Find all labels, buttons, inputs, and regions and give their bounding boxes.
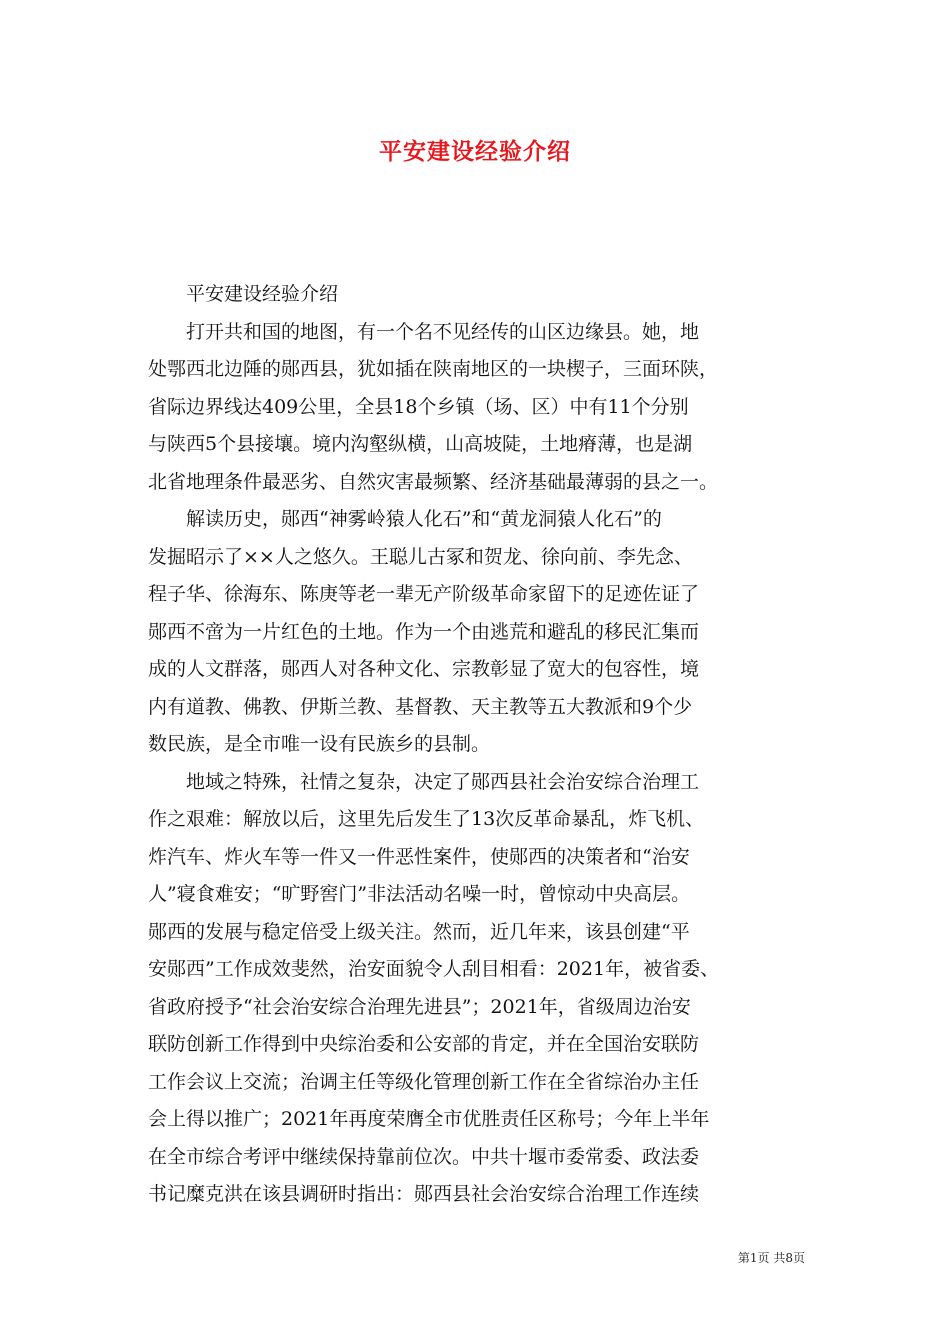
body-line: 炸汽车、炸火车等一件又一件恶性案件，使郧西的决策者和“治安 — [148, 845, 690, 868]
body-line: 工作会议上交流；治调主任等级化管理创新工作在全省综治办主任 — [148, 1070, 700, 1093]
body-line: 处鄂西北边陲的郧西县，犹如插在陕南地区的一块楔子，三面环陕， — [148, 358, 719, 380]
body-line: 郧西的发展与稳定倍受上级关注。然而，近几年来，该县创建“平 — [148, 920, 690, 943]
page-number: 第1页 共8页 — [737, 1251, 805, 1265]
body-line: 数民族，是全市唯一设有民族乡的县制。 — [148, 733, 491, 755]
body-line: 会上得以推广；2021年再度荣膺全市优胜责任区称号；今年上半年 — [148, 1108, 710, 1130]
body-line: 省际边界线达409公里，全县18个乡镇（场、区）中有11个分别 — [148, 395, 689, 418]
body-line: 郧西不啻为一片红色的土地。作为一个由逃荒和避乱的移民汇集而 — [148, 620, 700, 643]
body-line: 解读历史，郧西“神雾岭猿人化石”和“黄龙洞猿人化石”的 — [148, 508, 662, 530]
body-line: 在全市综合考评中继续保持靠前位次。中共十堰市委常委、政法委 — [148, 1145, 700, 1168]
body-line: 省政府授予“社会治安综合治理先进县”；2021年，省级周边治安 — [148, 995, 691, 1018]
body-line: 与陕西5个县接壤。境内沟壑纵横，山高坡陡，土地瘠薄，也是湖 — [148, 433, 693, 455]
document-title: 平安建设经验介绍 — [379, 138, 571, 165]
body-line: 打开共和国的地图，有一个名不见经传的山区边缘县。她，地 — [148, 320, 700, 343]
document-body — [148, 276, 808, 1214]
body-line: 内有道教、佛教、伊斯兰教、基督教、天主教等五大教派和9个少 — [148, 695, 693, 718]
body-line: 安郧西”工作成效斐然，治安面貌令人刮目相看：2021年，被省委、 — [148, 958, 720, 980]
body-line: 成的人文群落，郧西人对各种文化、宗教彰显了宽大的包容性，境 — [148, 658, 700, 680]
body-line: 作之艰难：解放以后，这里先后发生了13次反革命暴乱，炸飞机、 — [148, 808, 705, 830]
body-line: 程子华、徐海东、陈庚等老一辈无产阶级革命家留下的足迹佐证了 — [148, 583, 700, 605]
body-line: 北省地理条件最恶劣、自然灾害最频繁、经济基础最薄弱的县之一。 — [148, 470, 719, 493]
body-line: 书记糜克洪在该县调研时指出：郧西县社会治安综合治理工作连续 — [148, 1183, 700, 1205]
body-line: 平安建设经验介绍 — [148, 283, 339, 305]
body-line: 发掘昭示了××人之悠久。王聪儿古冢和贺龙、徐向前、李先念、 — [148, 545, 693, 568]
body-line: 人”寝食难安；“旷野窖门”非法活动名噪一时，曾惊动中央高层。 — [148, 883, 691, 905]
body-line: 地域之特殊，社情之复杂，决定了郧西县社会治安综合治理工 — [148, 770, 700, 793]
body-line: 联防创新工作得到中央综治委和公安部的肯定，并在全国治安联防 — [148, 1033, 700, 1055]
